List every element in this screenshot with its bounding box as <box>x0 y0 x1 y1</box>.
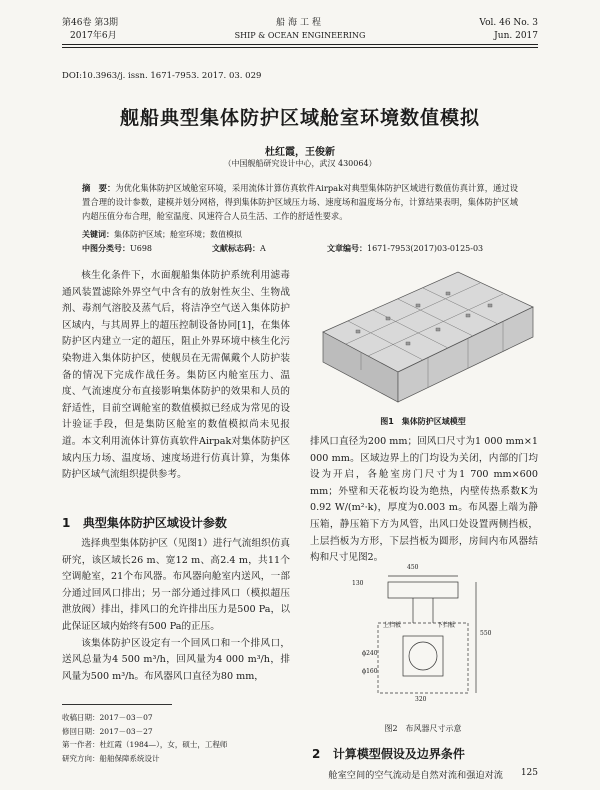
plenum-box <box>388 582 458 598</box>
section2-heading <box>312 745 465 762</box>
fig2-lower-baffle: 下挡板 <box>437 622 456 629</box>
affiliation: （中国舰船研究设计中心，武汉 430064） <box>223 159 377 168</box>
section1-heading <box>62 514 227 531</box>
figure2-diagram <box>358 568 488 708</box>
figure2-caption: 图2 布风器尺寸示意 <box>384 724 462 733</box>
page-number: 125 <box>520 768 538 778</box>
section2-p1: 舱室空间的空气流动是自然对流和强迫对流 <box>328 770 503 781</box>
abstract-text: 为优化集体防护区域舱室环境，采用流体计算仿真软件Airpak对典型集体防护区域进行数值仿真计算，通过设置合理的设计参数，建模并划分网格，得到集体防护区域压力场、速度场和温度场分布，计算结果表明，集体防护区域内超压值分布合理，舱室温度、风速符合人员生活、工作的舒适性要求。 <box>82 183 518 222</box>
fig2-d240: ϕ240 <box>362 650 378 657</box>
fig2-height: 130 <box>352 580 364 587</box>
lower-baffle-shape <box>409 642 437 670</box>
footnote <box>62 711 312 765</box>
authors: 杜红霞，王俊新 <box>265 147 335 158</box>
header-volume-cn: 第46卷 第3期 <box>62 18 119 28</box>
section1-title: 典型集体防护区域设计参数 <box>82 516 227 530</box>
header-journal-cn: 船海工程 <box>275 18 324 28</box>
header-rule-thin <box>62 47 538 48</box>
clc: U698 <box>130 244 153 253</box>
keywords-text: 集体防护区域；舱室环境；数值模拟 <box>114 230 242 239</box>
paper-title: 舰船典型集体防护区域舱室环境数值模拟 <box>119 107 480 129</box>
intro-text: 核生化条件下，水面舰船集体防护系统利用滤毒通风装置滤除外界空气中含有的放射性灰尘、生物战剂、毒剂气溶胶及蒸气后，将洁净空气送入集体防护区域内，与其周界上的超压控制设备协同[1]，在集体防护区内建立一定的超压，阻止外界环境中核生化污染物进入集体防护区，使舰员在无需佩戴个人防护装备的情况下完成作战任务。集防区内舱室压力、温度、气流速度分布直接影响集体防护的效果和人员的舒适性，目前空调舱室的数值模拟已经成为常见的设计验证手段，但是集防区舱室的数值模拟尚未见报道。本文利用流体计算仿真软件Airpak对集体防护区域内压力场、温度场、速度场进行仿真计算，为集体防护区域气流组织提供参考。 <box>62 270 290 481</box>
header-volume-en: Vol. 46 No. 3 <box>479 18 538 28</box>
intro-paragraph <box>62 268 290 484</box>
figure1-caption: 图1 集体防护区域模型 <box>380 417 466 426</box>
footnote-revised: 修回日期：2017－03－27 <box>62 726 153 736</box>
fig2-upper-baffle: 上挡板 <box>383 622 402 629</box>
abstract-label: 摘 要： <box>82 183 116 193</box>
header-date-en: Jun. 2017 <box>494 31 538 41</box>
section1-p2: 该集体防护区设定有一个回风口和一个排风口，送风总量为4 500 m³/h，回风量为4 000 m³/h，排风量为500 m³/h。布风器风口直径为80 mm， <box>62 637 290 682</box>
art-no: 1671-7953(2017)03-0125-03 <box>367 244 484 253</box>
fig2-side: 320 <box>415 696 427 703</box>
abstract <box>82 181 518 224</box>
art-label: 文章编号： <box>327 243 367 253</box>
fig2-d160: ϕ160 <box>362 668 378 675</box>
section2-number: 2 <box>312 747 321 761</box>
header-rule <box>62 44 538 45</box>
section1-p3: 排风口直径为200 mm；回风口尺寸为1 000 mm×1 000 mm。区域边界上的门均设为关闭，内部的门均设为开启，各舱室房门尺寸为1 700 mm×600 mm；外壁和天花板均设为绝热，内壁传热系数K为0.92 W/(m²·k)，厚度为0.003 m。布风器上端为静压箱，静压箱下方为风管，出风口处设置两侧挡板，上层挡板为方形，下层挡板为圆形，房间内布风器结构和尺寸见图2。 <box>310 436 538 564</box>
classification <box>82 242 518 255</box>
doc-label: 文献标志码： <box>212 243 260 253</box>
doc-code: A <box>260 244 266 253</box>
keywords <box>82 229 518 241</box>
section1-number: 1 <box>62 516 71 530</box>
section2-title: 计算模型假设及边界条件 <box>332 747 465 761</box>
header-date-cn: 2017年6月 <box>70 31 117 41</box>
section2-body <box>310 768 538 785</box>
fig2-box-width: 550 <box>480 630 492 637</box>
section1-p1: 选择典型集体防护区（见图1）进行气流组织仿真研究，该区域长26 m、宽12 m、高2.4 m，共11个空调舱室，21个布风器。布风器向舱室内送风，一部分通过回风口排出；另一部分通过排风口（模拟超压泄放阀）排出，排风口的允许排出压力是500 Pa，以此保证区域内始终有500 Pa的正压。 <box>62 538 290 632</box>
outer-frame <box>378 623 468 693</box>
figure1-model <box>308 262 538 412</box>
footnote-field: 研究方向：船舶保障系统设计 <box>62 753 160 763</box>
header-journal-en: SHIP & OCEAN ENGINEERING <box>234 31 366 40</box>
clc-label: 中图分类号： <box>82 243 130 253</box>
keywords-label: 关键词： <box>82 230 114 239</box>
fig2-top-width: 450 <box>407 564 419 571</box>
doi: DOI:10.3963/j. issn. 1671-7953. 2017. 03. 029 <box>62 71 262 81</box>
footnote-author: 第一作者：杜红霞（1984—），女，硕士，工程师 <box>62 740 228 749</box>
footnote-rule <box>62 704 172 705</box>
footnote-received: 收稿日期：2017－03－07 <box>62 713 153 722</box>
section1-body <box>62 536 290 685</box>
section1-body-cont <box>310 434 538 567</box>
